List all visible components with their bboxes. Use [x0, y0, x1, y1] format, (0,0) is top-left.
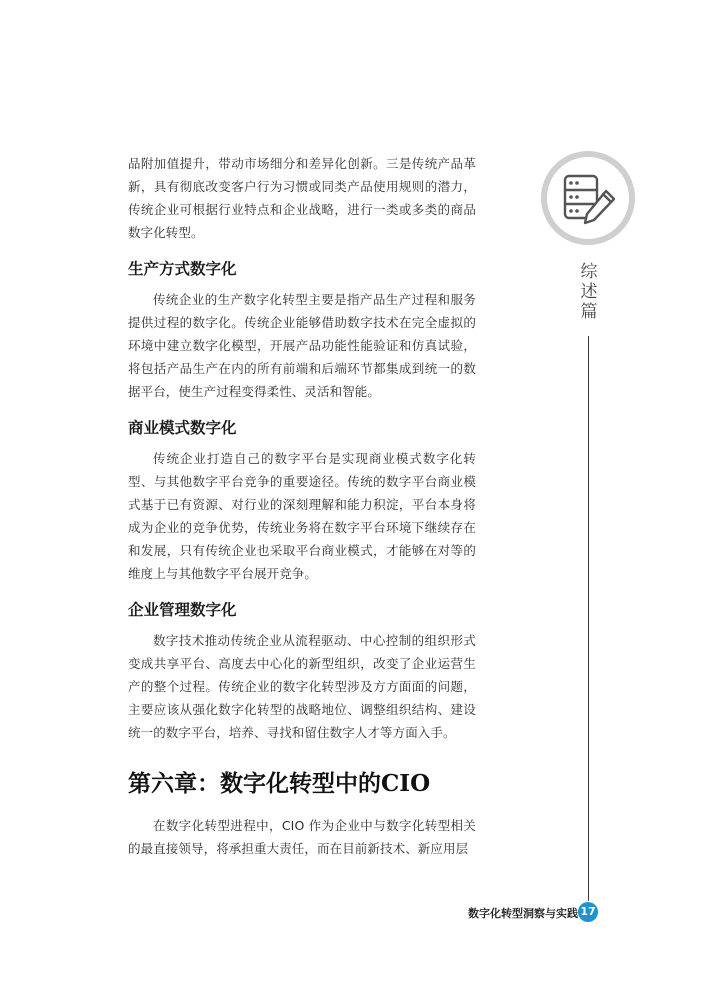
section-heading-business: 商业模式数字化 [128, 418, 237, 437]
production-paragraph: 传统企业的生产数字化转型主要是指产品生产过程和服务提供过程的数字化。传统企业能够借助数字技术在完全虚拟的环境中建立数字化模型，开展产品功能性能验证和仿真试验，将包括产品生产在内的所有前端和后端环节都集成到统一的数据平台，使生产过程变得柔性、灵活和智能。 [128, 292, 476, 399]
section-heading-production: 生产方式数字化 [128, 259, 237, 278]
section-label-char: 综 [580, 262, 598, 282]
page-number-badge: 17 [578, 902, 598, 922]
margin-rule [588, 336, 589, 901]
section-label-char: 篇 [580, 302, 598, 322]
section-heading-management: 企业管理数字化 [128, 600, 237, 619]
intro-paragraph: 品附加值提升，带动市场细分和差异化创新。三是传统产品革新，具有彻底改变客户行为习惯或同类产品使用规则的潜力，传统企业可根据行业特点和企业战略，进行一类或多类的商品数字化转型。 [128, 156, 476, 240]
page-content [128, 152, 476, 860]
footer-book-title: 数字化转型洞察与实践 [468, 907, 578, 920]
cio-paragraph: 在数字化转型进程中，CIO 作为企业中与数字化转型相关的最直接领导，将承担重大责任，而在目前新技术、新应用层 [128, 818, 476, 856]
section-label-char: 述 [580, 282, 598, 302]
section-label [578, 262, 600, 322]
management-paragraph: 数字技术推动传统企业从流程驱动、中心控制的组织形式变成共享平台、高度去中心化的新型组织，改变了企业运营生产的整个过程。传统企业的数字化转型涉及方方面面的问题，主要应该从强化数字化转型的战略地位、调整组织结构、建设统一的数字平台，培养、寻找和留住数字人才等方面入手。 [128, 633, 476, 740]
chapter-title: 第六章：数字化转型中的CIO [128, 770, 431, 797]
document-edit-icon [540, 150, 636, 246]
business-paragraph: 传统企业打造自己的数字平台是实现商业模式数字化转型、与其他数字平台竞争的重要途径。传统的数字平台商业模式基于已有资源、对行业的深刻理解和能力积淀，平台本身将成为企业的竞争优势，传统业务将在数字平台环境下继续存在和发展，只有传统企业也采取平台商业模式，才能够在对等的维度上与其他数字平台展开竞争。 [128, 451, 476, 581]
